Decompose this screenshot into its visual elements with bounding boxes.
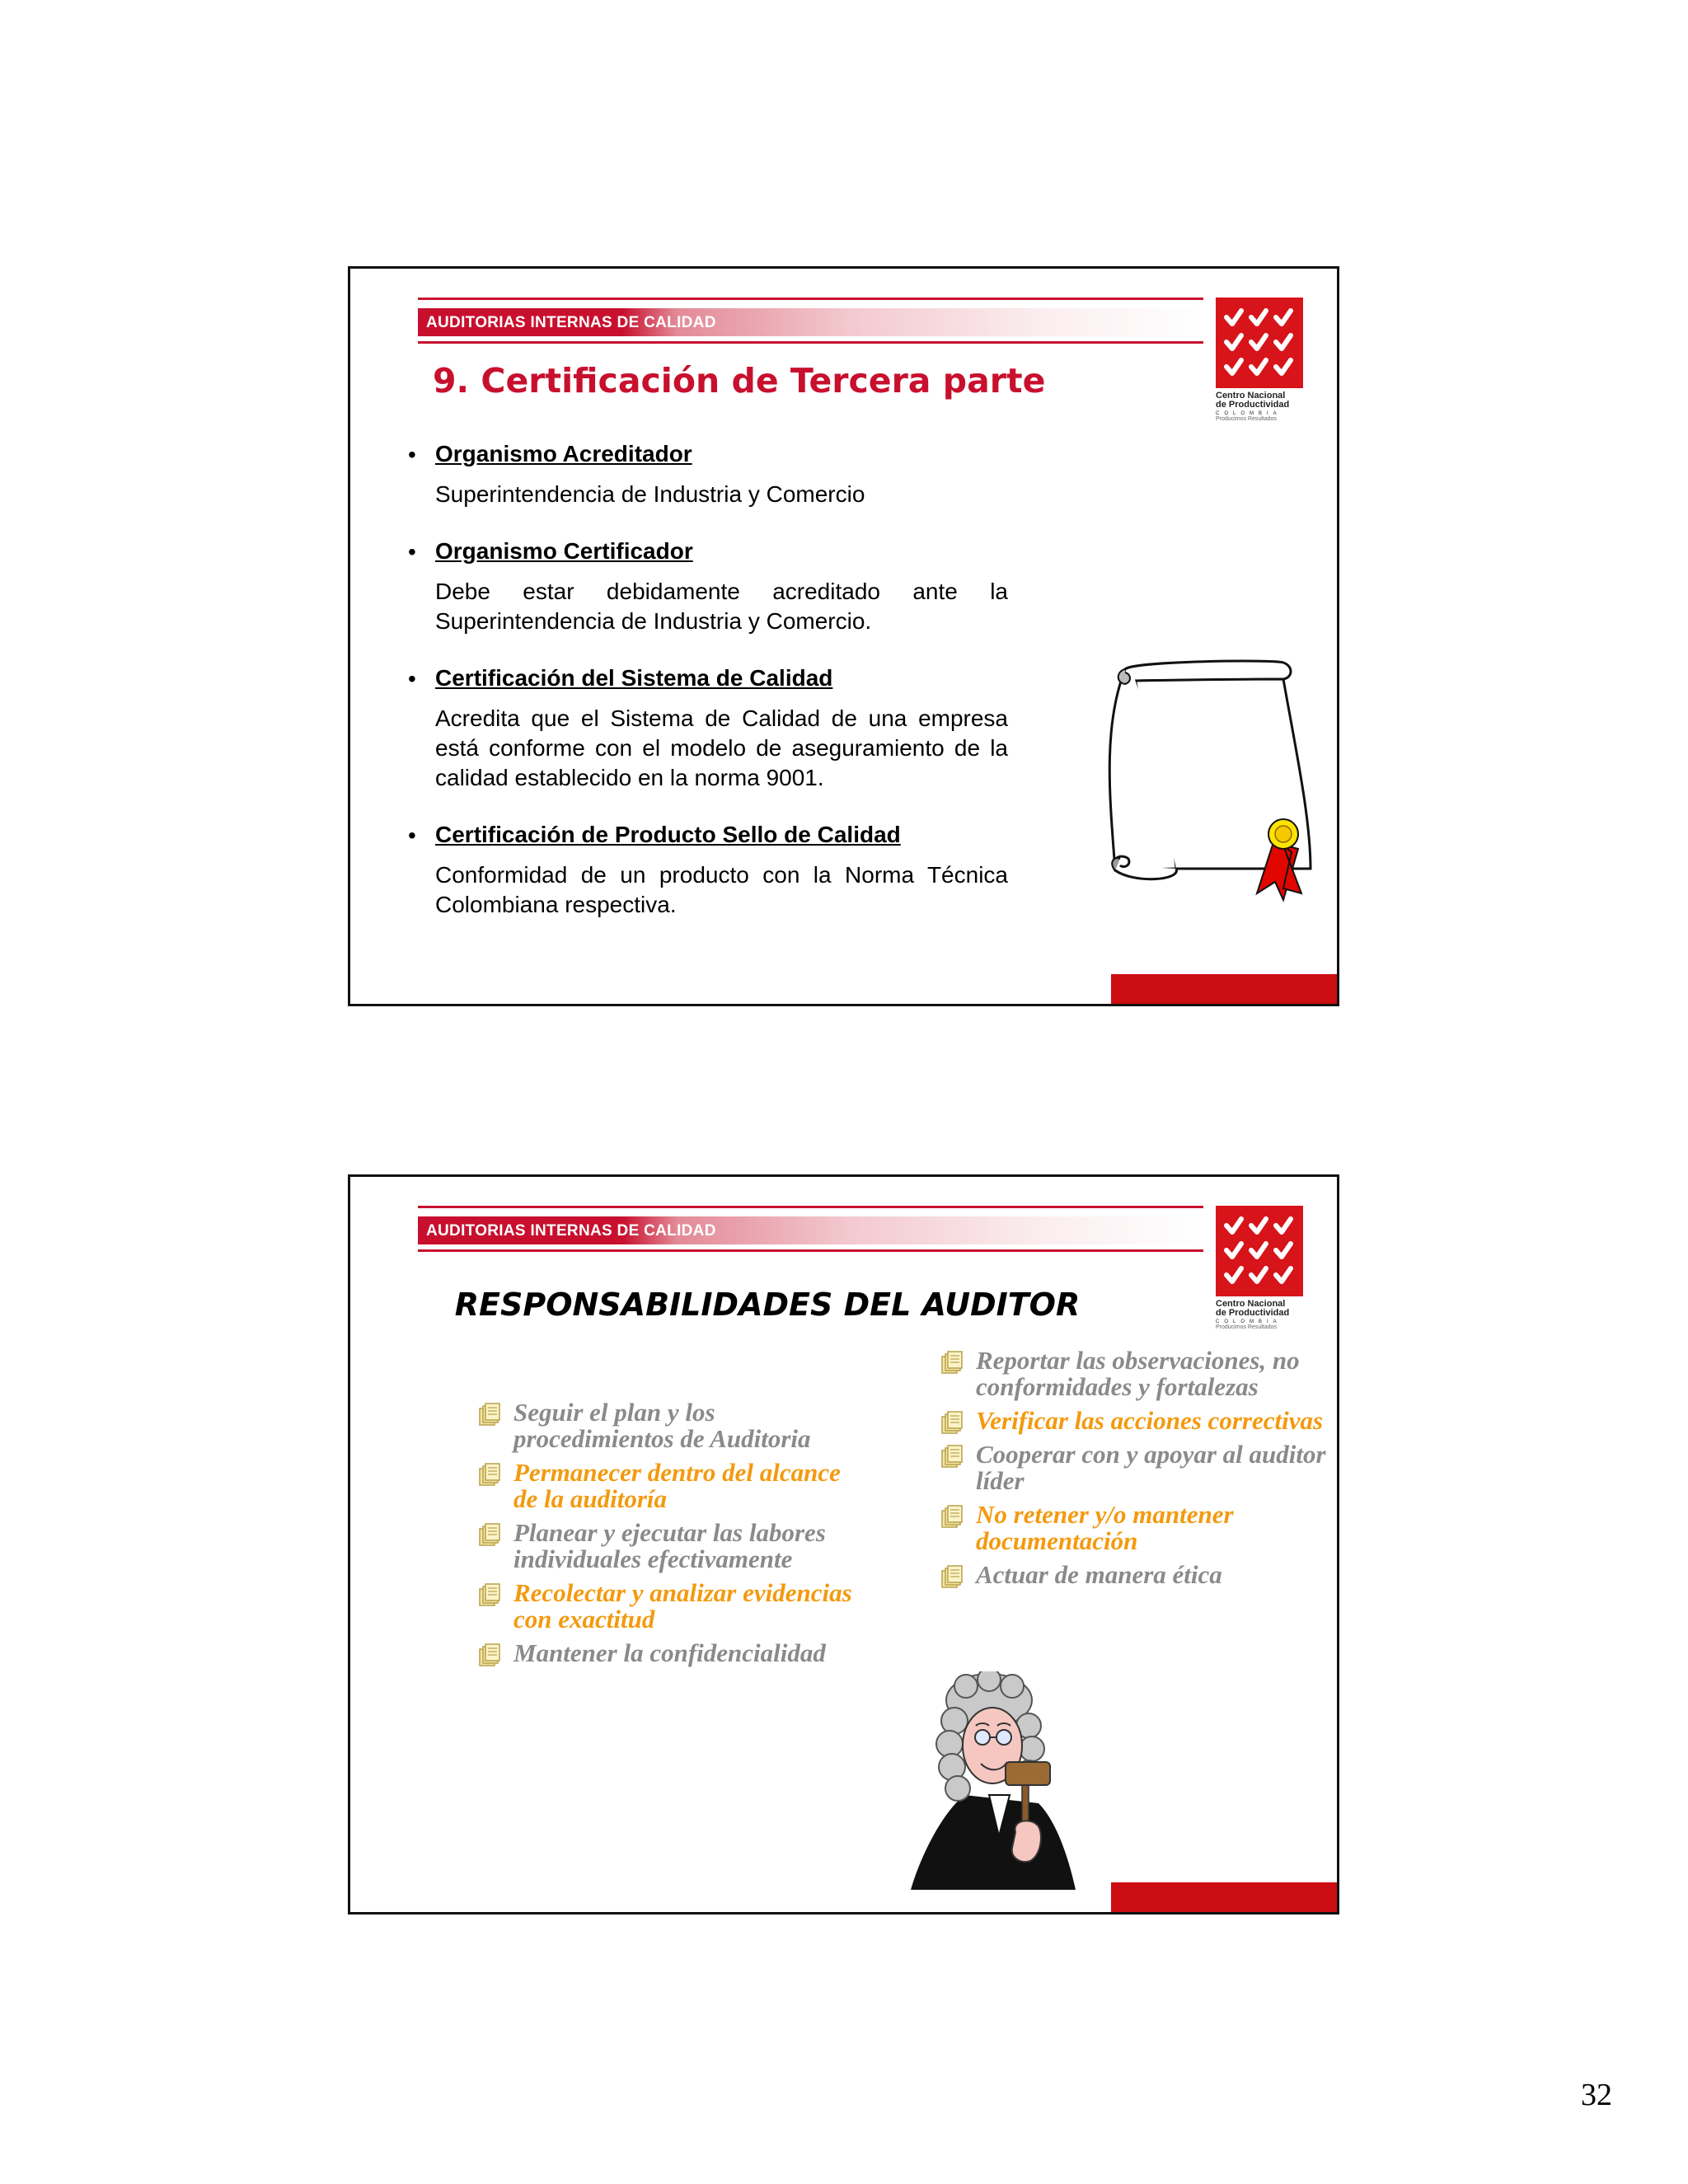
item-text: Planear y ejecutar las labores individuales efectivamente (513, 1518, 826, 1573)
list-item (408, 666, 1076, 793)
list-item (940, 1441, 1328, 1494)
item-heading: Certificación de Producto Sello de Calidad (435, 822, 901, 847)
list-item (478, 1640, 857, 1666)
responsibilities-right-list (940, 1347, 1328, 1596)
header-rule-top (418, 298, 1203, 300)
logo-tagline: Producimos Resultados (1216, 1324, 1277, 1330)
document-icon (940, 1350, 964, 1375)
item-text: Permanecer dentro del alcance de la auditoría (513, 1458, 841, 1513)
corner-accent (1111, 1882, 1337, 1912)
item-heading: Organismo Certificador (435, 538, 693, 564)
checkmarks-icon (1216, 1206, 1303, 1296)
list-item (408, 442, 1076, 509)
checkmarks-icon (1216, 298, 1303, 388)
item-text: Cooperar con y apoyar al auditor líder (976, 1440, 1326, 1495)
responsibilities-left-list (478, 1399, 857, 1674)
item-body: Conformidad de un producto con la Norma Técnica Colombiana respectiva. (435, 862, 1008, 917)
header-label: AUDITORIAS INTERNAS DE CALIDAD (426, 1222, 716, 1240)
list-item (940, 1562, 1328, 1588)
bullet: • (408, 823, 416, 848)
item-body: Debe estar debidamente acreditado ante la Superintendencia de Industria y Comercio. (435, 579, 1008, 634)
item-text: Actuar de manera ética (976, 1560, 1222, 1589)
slide-title: RESPONSABILIDADES DEL AUDITOR (454, 1286, 1081, 1323)
logo-country: COLOMBIA (1216, 1319, 1282, 1324)
document-icon (940, 1564, 964, 1589)
list-item (478, 1399, 857, 1452)
item-body: Acredita que el Sistema de Calidad de una empresa está conforme con el modelo de aseguramiento de la calidad establecido en la norma 9001. (435, 705, 1008, 790)
item-text: No retener y/o mantener documentación (976, 1500, 1234, 1555)
logo-name-line2: de Productividad (1216, 1308, 1290, 1318)
diploma-scroll-icon (1100, 654, 1335, 922)
certification-list (408, 442, 1076, 949)
document-icon (478, 1522, 501, 1547)
item-text: Seguir el plan y los procedimientos de Auditoria (513, 1398, 811, 1453)
item-text: Mantener la confidencialidad (513, 1638, 826, 1667)
item-text: Reportar las observaciones, no conformidades y fortalezas (976, 1346, 1300, 1401)
document-icon (478, 1582, 501, 1607)
document-icon (478, 1643, 501, 1667)
header-bar (418, 308, 1203, 336)
item-heading: Organismo Acreditador (435, 441, 692, 466)
list-item (408, 823, 1076, 920)
slide-certificacion (348, 266, 1339, 1006)
bullet: • (408, 666, 416, 691)
header-label: AUDITORIAS INTERNAS DE CALIDAD (426, 314, 716, 331)
item-text: Verificar las acciones correctivas (976, 1406, 1324, 1435)
header-rule-bottom (418, 1249, 1203, 1252)
list-item (940, 1408, 1328, 1434)
item-heading: Certificación del Sistema de Calidad (435, 665, 833, 691)
list-item (940, 1347, 1328, 1400)
list-item (478, 1580, 857, 1633)
page-number: 32 (1581, 2078, 1612, 2112)
logo-name-line1: Centro Nacional (1216, 391, 1286, 401)
logo-name-line2: de Productividad (1216, 400, 1290, 410)
document-icon (478, 1402, 501, 1427)
header-bar (418, 1216, 1203, 1244)
logo-country: COLOMBIA (1216, 411, 1282, 416)
list-item (478, 1460, 857, 1512)
list-item (478, 1520, 857, 1572)
corner-accent (1111, 974, 1337, 1004)
header-rule-top (418, 1206, 1203, 1208)
list-item (408, 539, 1076, 636)
item-body: Superintendencia de Industria y Comercio (435, 481, 865, 507)
bullet: • (408, 539, 416, 565)
document-icon (940, 1410, 964, 1435)
item-text: Recolectar y analizar evidencias con exactitud (513, 1578, 852, 1633)
logo-tagline: Producimos Resultados (1216, 416, 1277, 422)
logo-name-line1: Centro Nacional (1216, 1299, 1286, 1309)
document-icon (478, 1462, 501, 1487)
header-rule-bottom (418, 341, 1203, 344)
document-icon (940, 1444, 964, 1469)
cnp-logo (1216, 298, 1303, 423)
list-item (940, 1502, 1328, 1554)
slide-responsabilidades (348, 1174, 1339, 1915)
bullet: • (408, 442, 416, 467)
judge-with-gavel-icon (907, 1671, 1137, 1890)
cnp-logo (1216, 1206, 1303, 1331)
document-icon (940, 1504, 964, 1529)
slide-title: 9. Certificación de Tercera parte (433, 361, 1046, 401)
